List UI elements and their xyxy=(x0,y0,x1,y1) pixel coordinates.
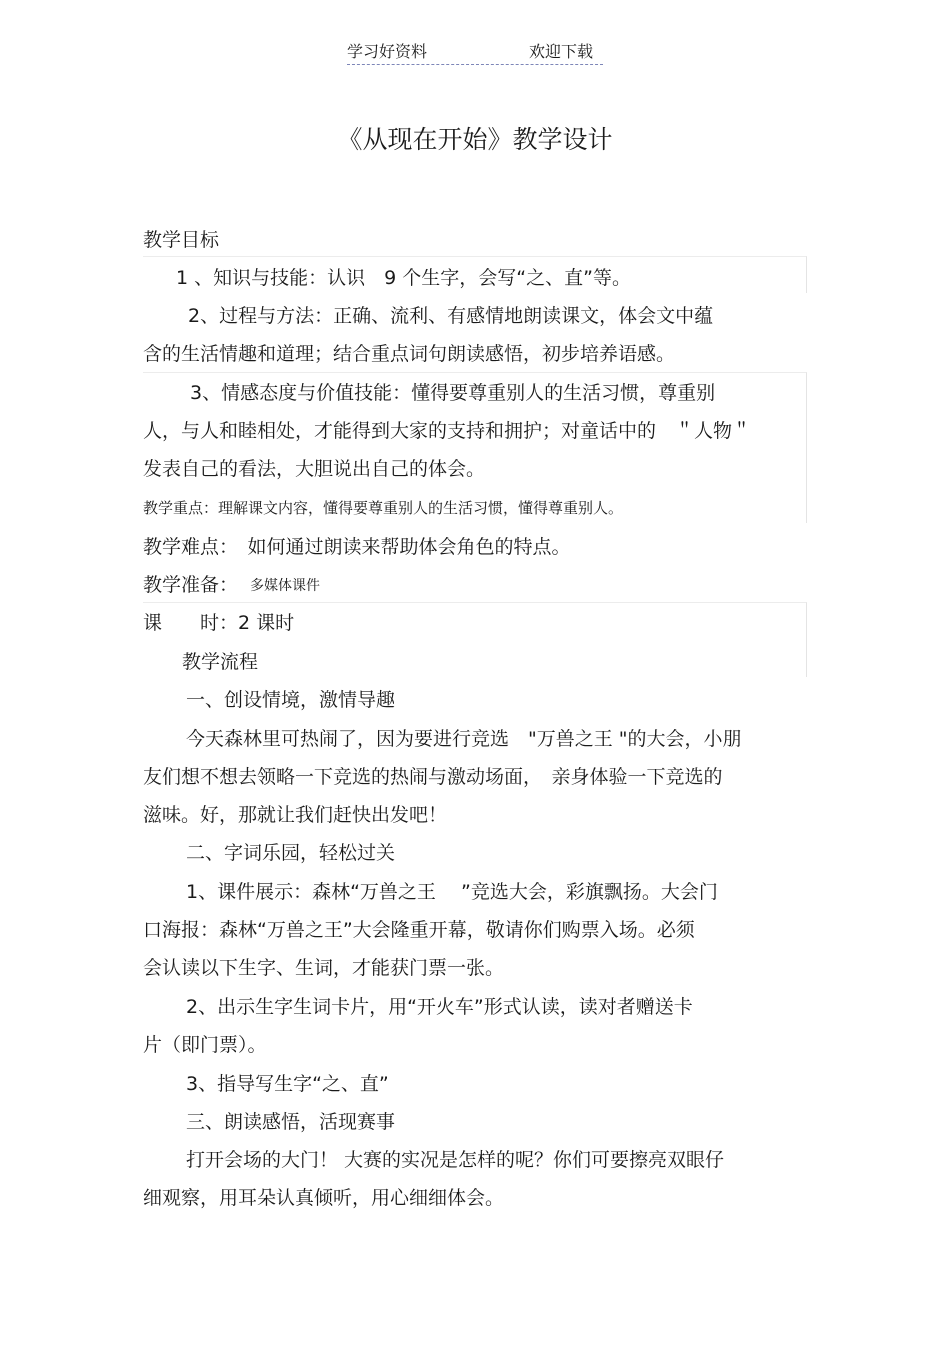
header-left-text: 学习好资料 xyxy=(347,42,428,61)
section-2-item-2-cont: 片（即门票）。 xyxy=(143,1034,267,1056)
section-3-heading: 三、朗读感悟，活现赛事 xyxy=(186,1111,396,1133)
section-1-para-2: 友们想不想去领略一下竞选的热闹与激动场面， 亲身体验一下竞选的 xyxy=(143,766,723,788)
teaching-key-point: 教学重点：理解课文内容，懂得要尊重别人的生活习惯，懂得尊重别人。 xyxy=(143,499,624,517)
goal-3-end: 发表自己的看法，大胆说出自己的体会。 xyxy=(143,458,486,480)
section-2-item-1-end: 会认读以下生字、生词，才能获门票一张。 xyxy=(143,957,505,979)
section-2-item-3: 3、指导写生字“之、直” xyxy=(186,1073,389,1095)
section-1-para-3: 滋味。好，那就让我们赶快出发吧！ xyxy=(143,804,448,826)
teaching-process-heading: 教学流程 xyxy=(182,651,259,673)
page-header xyxy=(347,40,603,65)
document-title: 《从现在开始》教学设计 xyxy=(337,125,613,154)
goal-3-cont: 人，与人和睦相处，才能得到大家的支持和拥护；对童话中的 ＂人物＂ xyxy=(143,420,752,442)
section-1-para-1: 今天森林里可热闹了，因为要进行竞选 "万兽之王 "的大会，小朋 xyxy=(186,728,742,750)
class-hours: 课 时：2 课时 xyxy=(143,612,295,634)
teaching-prep-label: 教学准备： xyxy=(143,574,239,596)
goal-3: 3、情感态度与价值技能：懂得要尊重别人的生活习惯，尊重别 xyxy=(190,382,716,404)
section-1-heading: 一、创设情境，激情导趣 xyxy=(186,689,396,711)
section-3-para-1: 打开会场的大门！ 大赛的实况是怎样的呢？你们可要擦亮双眼仔 xyxy=(186,1149,725,1171)
section-heading-goals: 教学目标 xyxy=(143,229,220,251)
goal-1: 1 、知识与技能：认识 9 个生字，会写“之、直”等。 xyxy=(176,267,631,289)
section-2-heading: 二、字词乐园，轻松过关 xyxy=(186,842,396,864)
goal-2-cont: 含的生活情趣和道理；结合重点词句朗读感悟，初步培养语感。 xyxy=(143,343,676,365)
section-3-para-2: 细观察，用耳朵认真倾听，用心细细体会。 xyxy=(143,1187,505,1209)
header-right-text: 欢迎下载 xyxy=(529,42,594,61)
teaching-difficulty: 教学难点： 如何通过朗读来帮助体会角色的特点。 xyxy=(143,536,571,558)
section-2-item-2: 2、出示生字生词卡片，用“开火车”形式认读，读对者赠送卡 xyxy=(186,996,693,1018)
section-2-item-1: 1、课件展示：森林“万兽之王 ”竞选大会，彩旗飘扬。大会门 xyxy=(186,881,718,903)
goal-2: 2、过程与方法：正确、流利、有感情地朗读课文，体会文中蕴 xyxy=(188,305,714,327)
section-2-item-1-cont: 口海报：森林“万兽之王”大会隆重开幕，敬请你们购票入场。必须 xyxy=(143,919,695,941)
teaching-prep-value: 多媒体课件 xyxy=(250,578,320,594)
